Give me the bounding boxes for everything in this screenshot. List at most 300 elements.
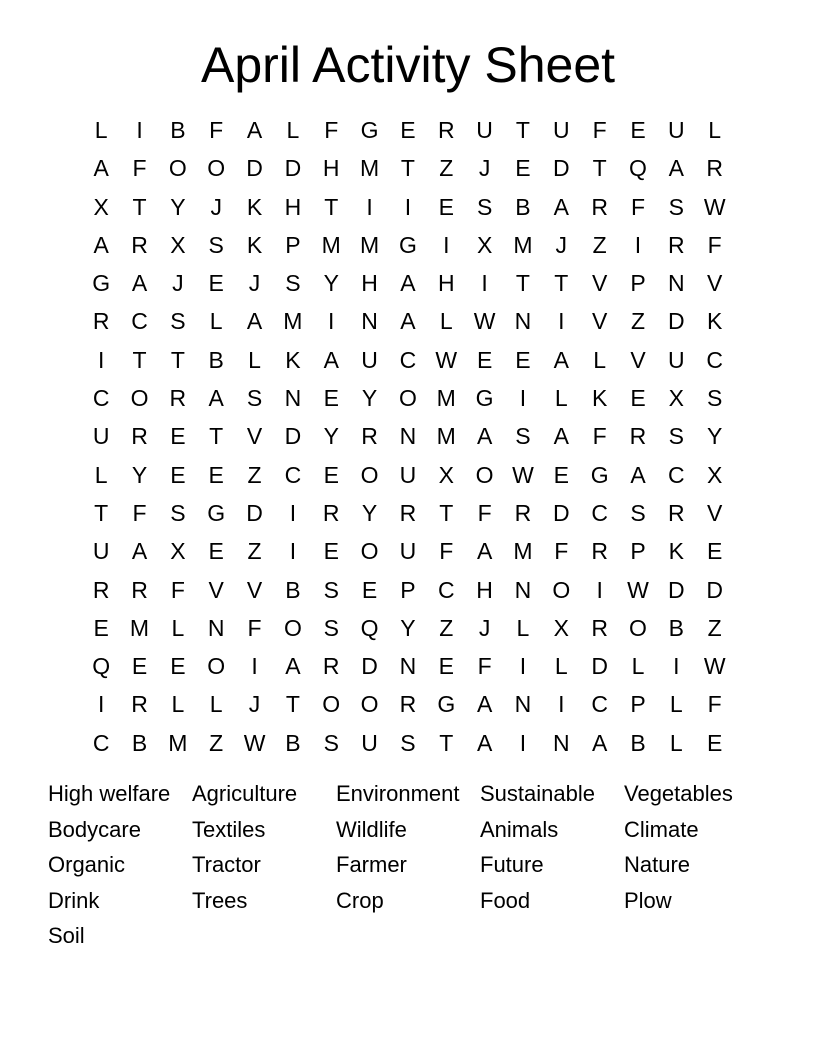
grid-letter: U bbox=[668, 346, 685, 373]
grid-letter: I bbox=[558, 308, 565, 335]
grid-letter: A bbox=[553, 193, 569, 220]
grid-letter: Z bbox=[247, 461, 262, 488]
grid-letter: V bbox=[208, 576, 224, 603]
grid-letter: A bbox=[668, 155, 684, 182]
grid-letter: C bbox=[668, 461, 685, 488]
grid-letter: A bbox=[400, 308, 416, 335]
grid-letter: B bbox=[515, 193, 531, 220]
grid-letter: T bbox=[170, 346, 185, 373]
grid-letter: W bbox=[243, 729, 266, 756]
grid-letter: I bbox=[558, 691, 565, 718]
grid-letter: E bbox=[630, 117, 646, 143]
grid-letter: R bbox=[668, 499, 685, 526]
grid-letter: E bbox=[93, 614, 109, 641]
grid-letter: H bbox=[284, 193, 302, 220]
grid-letter: L bbox=[669, 691, 683, 718]
grid-letter: N bbox=[668, 270, 685, 297]
grid-letter: Z bbox=[630, 308, 646, 335]
grid-letter: A bbox=[246, 308, 263, 335]
grid-letter: E bbox=[208, 461, 224, 488]
grid-letter: L bbox=[439, 308, 453, 335]
grid-letter: V bbox=[246, 423, 263, 450]
grid-letter: L bbox=[516, 614, 530, 641]
grid-letter: A bbox=[476, 423, 493, 450]
grid-letter: V bbox=[591, 308, 608, 335]
grid-letter: I bbox=[97, 691, 105, 718]
grid-letter: I bbox=[596, 576, 603, 603]
grid-letter: I bbox=[673, 653, 680, 680]
grid-letter: E bbox=[208, 538, 224, 565]
grid-letter: Y bbox=[170, 193, 186, 220]
grid-letter: I bbox=[634, 231, 642, 258]
grid-letter: N bbox=[207, 614, 225, 641]
word-list-item: Farmer bbox=[336, 852, 407, 877]
grid-letter: J bbox=[478, 614, 491, 641]
word-list-item: Plow bbox=[624, 887, 672, 913]
grid-letter: P bbox=[630, 270, 646, 297]
grid-letter: P bbox=[285, 231, 301, 258]
grid-letter: E bbox=[361, 576, 378, 603]
grid-letter: E bbox=[438, 653, 454, 680]
grid-letter: W bbox=[512, 461, 534, 488]
grid-letter: R bbox=[169, 385, 187, 412]
grid-letter: T bbox=[554, 270, 569, 297]
grid-letter: O bbox=[322, 691, 341, 718]
grid-letter: S bbox=[668, 193, 684, 220]
grid-letter: G bbox=[475, 385, 494, 412]
grid-letter: I bbox=[251, 653, 258, 680]
grid-letter: T bbox=[132, 193, 147, 220]
page-title: April Activity Sheet bbox=[200, 37, 616, 93]
grid-letter: T bbox=[592, 155, 607, 182]
grid-letter: F bbox=[170, 576, 185, 603]
grid-letter: W bbox=[435, 346, 458, 373]
grid-letter: I bbox=[366, 193, 373, 220]
grid-letter: M bbox=[513, 538, 533, 565]
grid-letter: I bbox=[519, 729, 527, 756]
grid-letter: T bbox=[132, 346, 147, 373]
grid-letter: I bbox=[404, 193, 412, 220]
grid-letter: U bbox=[361, 729, 378, 756]
word-list-item: Drink bbox=[48, 887, 100, 913]
grid-letter: J bbox=[555, 231, 568, 258]
word-list-item: Tractor bbox=[192, 852, 261, 877]
grid-letter: F bbox=[209, 117, 224, 143]
grid-row bbox=[82, 417, 734, 455]
grid-letter: J bbox=[172, 270, 184, 297]
grid-letter: G bbox=[360, 117, 379, 143]
grid-letter: E bbox=[170, 461, 186, 488]
grid-letter: U bbox=[361, 346, 378, 373]
word-list-item: Vegetables bbox=[624, 781, 733, 806]
grid-letter: E bbox=[553, 461, 569, 488]
grid-letter: G bbox=[590, 461, 609, 488]
grid-letter: R bbox=[399, 499, 417, 526]
grid-letter: R bbox=[322, 499, 340, 526]
grid-letter: V bbox=[707, 499, 723, 526]
word-list-item: Soil bbox=[48, 923, 85, 948]
grid-letter: G bbox=[437, 691, 456, 718]
word-list-item: Trees bbox=[192, 887, 248, 913]
grid-letter: R bbox=[131, 576, 148, 603]
grid-letter: N bbox=[514, 576, 532, 603]
grid-letter: L bbox=[593, 346, 607, 373]
grid-letter: P bbox=[400, 576, 416, 603]
grid-letter: C bbox=[437, 576, 455, 603]
grid-letter: O bbox=[360, 538, 379, 565]
grid-letter: R bbox=[668, 231, 685, 258]
grid-letter: G bbox=[92, 270, 111, 297]
grid-letter: K bbox=[707, 308, 723, 335]
grid-letter: Y bbox=[400, 614, 416, 641]
grid-letter: A bbox=[553, 423, 569, 450]
grid-letter: D bbox=[591, 653, 608, 680]
grid-letter: H bbox=[322, 155, 340, 182]
grid-letter: L bbox=[209, 691, 223, 718]
grid-letter: S bbox=[707, 385, 723, 412]
grid-letter: F bbox=[630, 193, 646, 220]
grid-letter: I bbox=[481, 270, 488, 297]
grid-letter: U bbox=[92, 423, 110, 450]
grid-letter: S bbox=[246, 385, 263, 412]
grid-letter: C bbox=[706, 346, 723, 373]
grid-letter: Y bbox=[131, 461, 148, 488]
grid-letter: K bbox=[591, 385, 608, 412]
grid-letter: A bbox=[553, 346, 569, 373]
grid-letter: T bbox=[515, 270, 530, 297]
grid-letter: Z bbox=[247, 538, 262, 565]
grid-letter: F bbox=[324, 117, 339, 143]
grid-letter: D bbox=[246, 155, 263, 182]
grid-letter: C bbox=[399, 346, 417, 373]
grid-letter: O bbox=[283, 614, 302, 641]
grid-letter: O bbox=[130, 385, 149, 412]
grid-letter: T bbox=[209, 423, 224, 450]
word-list bbox=[48, 776, 788, 954]
grid-letter: E bbox=[438, 193, 454, 220]
grid-letter: N bbox=[399, 423, 417, 450]
grid-letter: V bbox=[630, 346, 646, 373]
grid-letter: E bbox=[323, 385, 339, 412]
grid-row bbox=[82, 341, 734, 379]
grid-letter: B bbox=[131, 729, 148, 756]
grid-letter: R bbox=[437, 117, 455, 143]
grid-letter: W bbox=[703, 193, 726, 220]
grid-letter: S bbox=[323, 729, 339, 756]
grid-letter: D bbox=[668, 576, 685, 603]
grid-letter: R bbox=[591, 538, 608, 565]
grid-letter: T bbox=[400, 155, 415, 182]
grid-letter: I bbox=[519, 385, 527, 412]
grid-letter: A bbox=[476, 538, 493, 565]
grid-letter: Z bbox=[209, 729, 224, 756]
grid-letter: E bbox=[476, 346, 493, 373]
grid-letter: H bbox=[476, 576, 493, 603]
grid-letter: M bbox=[283, 308, 303, 335]
grid-letter: S bbox=[630, 499, 646, 526]
grid-row bbox=[82, 188, 734, 226]
grid-row bbox=[82, 724, 734, 762]
grid-letter: Z bbox=[439, 614, 454, 641]
grid-letter: O bbox=[552, 576, 571, 603]
grid-letter: X bbox=[438, 461, 454, 488]
grid-letter: I bbox=[519, 653, 527, 680]
grid-letter: M bbox=[129, 614, 150, 641]
grid-letter: K bbox=[246, 231, 263, 258]
grid-letter: T bbox=[515, 117, 530, 143]
word-list-item: Wildlife bbox=[336, 816, 407, 842]
grid-letter: S bbox=[476, 193, 493, 220]
grid-letter: X bbox=[170, 538, 186, 565]
grid-letter: R bbox=[322, 653, 340, 680]
grid-letter: C bbox=[591, 499, 608, 526]
grid-letter: O bbox=[168, 155, 187, 182]
grid-letter: E bbox=[170, 423, 186, 450]
grid-letter: B bbox=[170, 117, 186, 143]
grid-letter: T bbox=[94, 499, 109, 526]
grid-letter: H bbox=[437, 270, 455, 297]
grid-letter: I bbox=[289, 538, 297, 565]
grid-letter: S bbox=[515, 423, 531, 450]
grid-letter: V bbox=[246, 576, 263, 603]
grid-letter: R bbox=[591, 614, 608, 641]
grid-letter: A bbox=[246, 117, 263, 143]
grid-row bbox=[82, 111, 734, 149]
grid-letter: Q bbox=[629, 155, 647, 182]
grid-letter: D bbox=[706, 576, 723, 603]
grid-letter: U bbox=[399, 538, 417, 565]
grid-letter: Q bbox=[92, 653, 111, 680]
grid-letter: X bbox=[476, 231, 493, 258]
grid-letter: L bbox=[631, 653, 645, 680]
grid-letter: L bbox=[669, 729, 683, 756]
grid-letter: X bbox=[707, 461, 723, 488]
grid-letter: J bbox=[478, 155, 491, 182]
grid-letter: E bbox=[208, 270, 224, 297]
grid-letter: D bbox=[668, 308, 685, 335]
grid-letter: A bbox=[131, 270, 148, 297]
grid-letter: M bbox=[359, 231, 380, 258]
grid-letter: S bbox=[323, 576, 339, 603]
grid-row bbox=[82, 571, 734, 609]
grid-letter: J bbox=[248, 691, 261, 718]
grid-letter: J bbox=[210, 193, 222, 220]
grid-letter: F bbox=[592, 423, 607, 450]
grid-letter: O bbox=[207, 653, 226, 680]
grid-letter: N bbox=[552, 729, 570, 756]
grid-letter: V bbox=[707, 270, 723, 297]
grid-letter: S bbox=[170, 308, 186, 335]
grid-letter: A bbox=[323, 346, 339, 373]
grid-letter: E bbox=[131, 653, 148, 680]
word-list-item: Textiles bbox=[192, 816, 266, 842]
grid-letter: A bbox=[630, 461, 646, 488]
grid-letter: M bbox=[436, 385, 456, 412]
grid-letter: I bbox=[136, 117, 143, 143]
grid-letter: O bbox=[475, 461, 494, 488]
grid-letter: O bbox=[360, 461, 379, 488]
grid-letter: Y bbox=[323, 423, 339, 450]
grid-letter: Z bbox=[439, 155, 454, 182]
grid-letter: I bbox=[97, 346, 105, 373]
grid-letter: F bbox=[132, 499, 147, 526]
word-list-item: Organic bbox=[48, 852, 126, 877]
grid-letter: P bbox=[630, 691, 646, 718]
grid-letter: C bbox=[92, 385, 110, 412]
word-list-item: Food bbox=[480, 887, 531, 913]
grid-letter: C bbox=[131, 308, 148, 335]
grid-letter: I bbox=[328, 308, 335, 335]
grid-row bbox=[82, 456, 734, 494]
grid-letter: X bbox=[553, 614, 569, 641]
grid-letter: A bbox=[93, 155, 109, 182]
grid-letter: U bbox=[92, 538, 110, 565]
grid-letter: S bbox=[285, 270, 301, 297]
word-list-item: Sustainable bbox=[480, 781, 595, 806]
grid-letter: O bbox=[398, 385, 417, 412]
grid-letter: T bbox=[324, 193, 339, 220]
grid-letter: M bbox=[321, 231, 341, 258]
grid-letter: T bbox=[439, 499, 454, 526]
grid-letter: C bbox=[92, 729, 110, 756]
word-list-item: Environment bbox=[336, 781, 460, 806]
grid-letter: Y bbox=[361, 499, 378, 526]
grid-letter: S bbox=[668, 423, 684, 450]
grid-letter: E bbox=[323, 538, 339, 565]
word-list-item: Nature bbox=[624, 852, 691, 877]
grid-letter: D bbox=[361, 653, 378, 680]
grid-letter: F bbox=[439, 538, 454, 565]
grid-letter: X bbox=[170, 231, 186, 258]
grid-letter: Y bbox=[323, 270, 339, 297]
grid-letter: B bbox=[668, 614, 684, 641]
grid-letter: B bbox=[208, 346, 224, 373]
grid-row bbox=[82, 532, 734, 570]
grid-letter: N bbox=[361, 308, 378, 335]
grid-letter: T bbox=[439, 729, 454, 756]
grid-letter: E bbox=[515, 346, 531, 373]
word-list-item: High welfare bbox=[48, 781, 171, 806]
grid-letter: U bbox=[668, 117, 685, 143]
grid-letter: B bbox=[285, 576, 301, 603]
grid-letter: R bbox=[92, 576, 110, 603]
grid-letter: E bbox=[630, 385, 646, 412]
grid-letter: A bbox=[93, 231, 109, 258]
grid-letter: E bbox=[515, 155, 531, 182]
grid-letter: G bbox=[207, 499, 226, 526]
grid-letter: F bbox=[554, 538, 569, 565]
grid-letter: Z bbox=[707, 614, 722, 641]
grid-letter: A bbox=[285, 653, 301, 680]
grid-letter: L bbox=[554, 653, 568, 680]
grid-letter: C bbox=[591, 691, 608, 718]
grid-letter: X bbox=[668, 385, 684, 412]
grid-row bbox=[82, 302, 734, 340]
grid-letter: M bbox=[513, 231, 533, 258]
grid-letter: U bbox=[476, 117, 493, 143]
grid-letter: W bbox=[627, 576, 649, 603]
grid-letter: Y bbox=[707, 423, 723, 450]
grid-row bbox=[82, 379, 734, 417]
grid-letter: G bbox=[398, 231, 417, 258]
grid-row bbox=[82, 264, 734, 302]
grid-letter: L bbox=[94, 117, 108, 143]
grid-letter: R bbox=[361, 423, 378, 450]
grid-letter: F bbox=[132, 155, 147, 182]
grid-row bbox=[82, 609, 734, 647]
word-list-item: Climate bbox=[624, 816, 699, 842]
grid-row bbox=[82, 226, 734, 264]
grid-letter: A bbox=[208, 385, 224, 412]
word-list-item: Future bbox=[480, 852, 544, 877]
grid-letter: Z bbox=[592, 231, 607, 258]
grid-letter: E bbox=[707, 729, 723, 756]
grid-letter: S bbox=[170, 499, 186, 526]
grid-letter: D bbox=[552, 499, 570, 526]
grid-letter: D bbox=[246, 499, 263, 526]
grid-letter: C bbox=[284, 461, 302, 488]
grid-letter: E bbox=[707, 538, 723, 565]
grid-letter: N bbox=[284, 385, 302, 412]
grid-letter: F bbox=[477, 499, 492, 526]
grid-row bbox=[82, 685, 734, 723]
grid-letter: L bbox=[171, 691, 185, 718]
grid-letter: K bbox=[285, 346, 301, 373]
grid-row bbox=[82, 149, 734, 187]
grid-letter: R bbox=[514, 499, 532, 526]
grid-letter: N bbox=[514, 308, 532, 335]
grid-letter: V bbox=[591, 270, 608, 297]
grid-letter: L bbox=[94, 461, 108, 488]
grid-letter: M bbox=[168, 729, 188, 756]
grid-letter: K bbox=[668, 538, 684, 565]
grid-letter: L bbox=[554, 385, 568, 412]
grid-letter: F bbox=[707, 691, 722, 718]
grid-letter: L bbox=[209, 308, 223, 335]
grid-letter: S bbox=[400, 729, 416, 756]
grid-letter: R bbox=[131, 423, 148, 450]
grid-letter: H bbox=[361, 270, 378, 297]
grid-letter: Y bbox=[361, 385, 378, 412]
word-list-item: Animals bbox=[480, 816, 559, 842]
grid-letter: N bbox=[399, 653, 417, 680]
word-list-item: Bodycare bbox=[48, 816, 141, 842]
grid-letter: N bbox=[514, 691, 532, 718]
word-search-grid bbox=[82, 111, 734, 762]
grid-letter: K bbox=[246, 193, 263, 220]
grid-letter: L bbox=[708, 117, 722, 143]
word-list-item: Crop bbox=[336, 887, 384, 913]
grid-letter: W bbox=[473, 308, 496, 335]
grid-row bbox=[82, 494, 734, 532]
grid-letter: S bbox=[208, 231, 224, 258]
grid-letter: P bbox=[630, 538, 646, 565]
grid-letter: F bbox=[477, 653, 492, 680]
grid-letter: F bbox=[707, 231, 722, 258]
grid-letter: A bbox=[131, 538, 148, 565]
grid-letter: R bbox=[92, 308, 110, 335]
grid-letter: W bbox=[703, 653, 726, 680]
grid-letter: E bbox=[170, 653, 186, 680]
grid-letter: L bbox=[171, 614, 185, 641]
grid-letter: A bbox=[591, 729, 608, 756]
grid-letter: M bbox=[436, 423, 456, 450]
grid-letter: A bbox=[476, 691, 493, 718]
grid-letter: L bbox=[286, 117, 300, 143]
grid-letter: I bbox=[443, 231, 450, 258]
grid-letter: R bbox=[706, 155, 723, 182]
grid-letter: O bbox=[207, 155, 226, 182]
